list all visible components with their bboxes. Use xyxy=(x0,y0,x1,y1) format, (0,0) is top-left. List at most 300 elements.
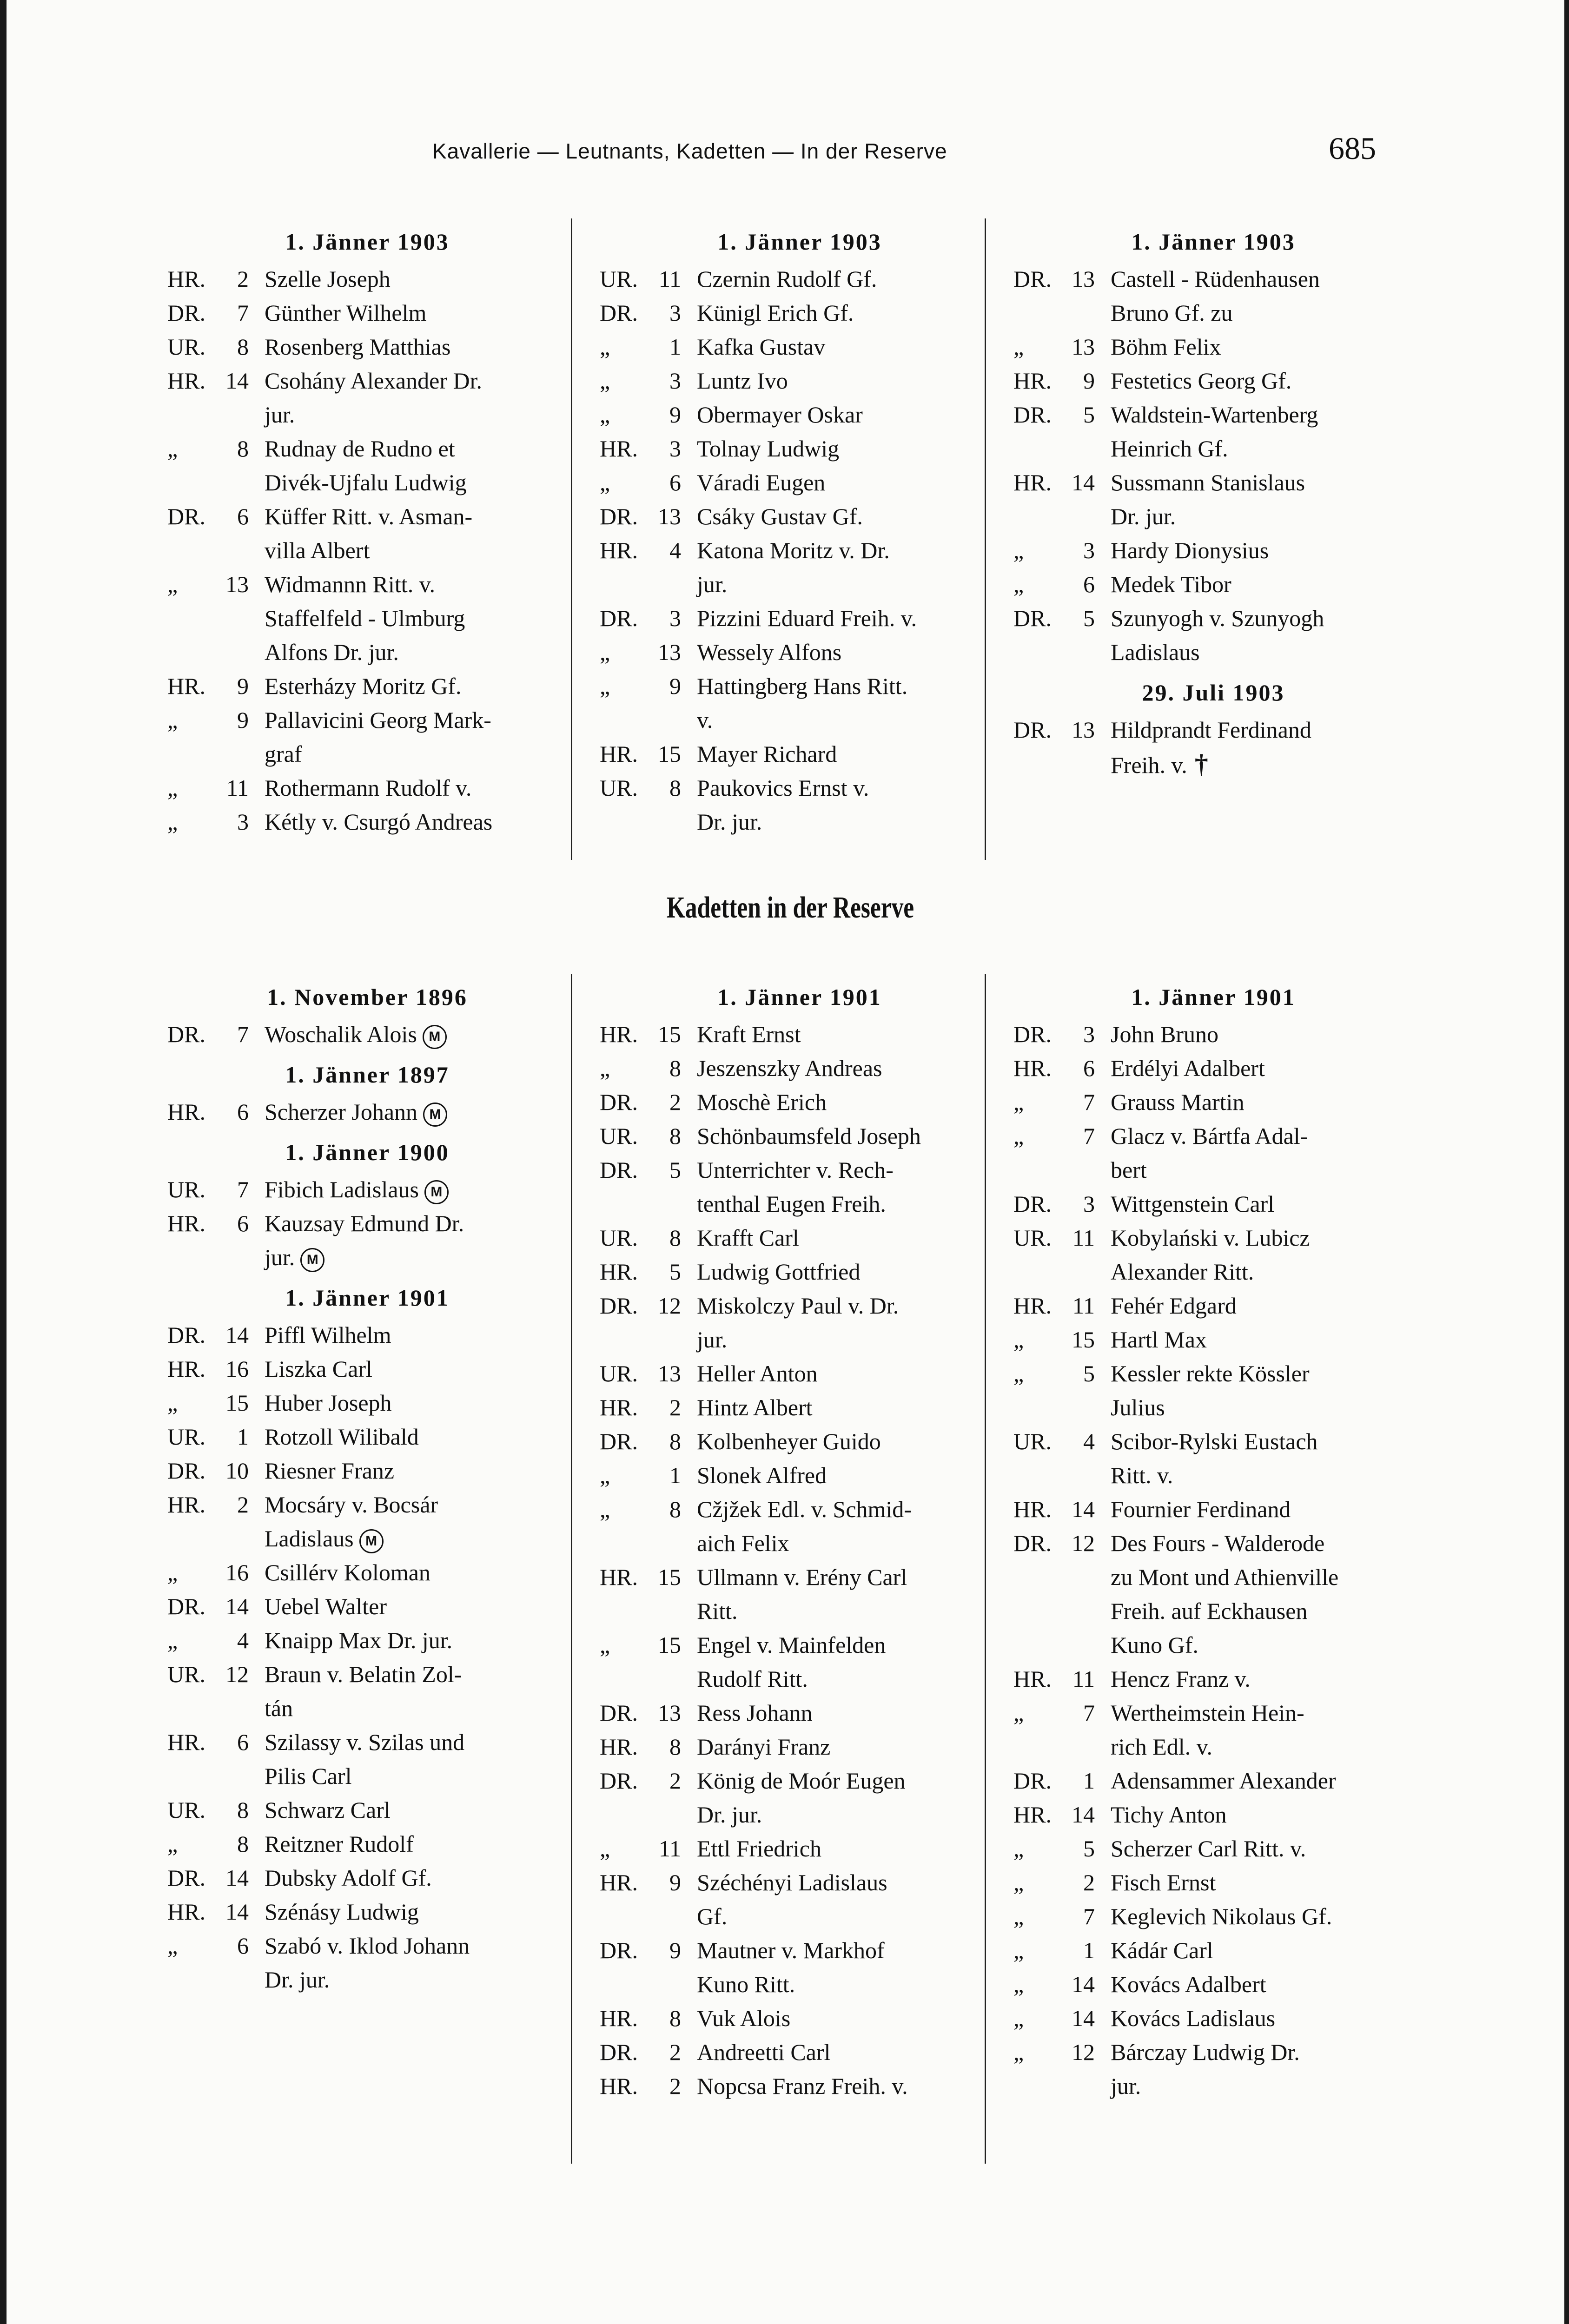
regiment-type: „ xyxy=(167,775,178,801)
roster-entry xyxy=(167,1318,567,1352)
name-line: Günther Wilhelm xyxy=(265,300,427,326)
regiment-number: 3 xyxy=(1083,537,1095,563)
regiment-number: 14 xyxy=(225,1865,249,1891)
name-line: Slonek Alfred xyxy=(697,1462,827,1488)
regiment-number: 8 xyxy=(669,1496,681,1522)
regiment-type: HR. xyxy=(600,2005,638,2031)
regiment-number: 7 xyxy=(1083,1903,1095,1929)
officer-name xyxy=(265,1725,567,1793)
regiment-number: 16 xyxy=(225,1356,249,1382)
name-line: Ettl Friedrich xyxy=(697,1835,821,1862)
regiment-type: DR. xyxy=(1013,266,1052,292)
roster-entry xyxy=(600,635,1000,669)
regiment-number: 2 xyxy=(669,1768,681,1794)
officer-name xyxy=(1111,713,1413,782)
roster-entry xyxy=(1013,1662,1413,1696)
regiment-number: 13 xyxy=(1072,266,1095,292)
regiment-number: 12 xyxy=(225,1661,249,1687)
name-line: Künigl Erich Gf. xyxy=(697,300,854,326)
regiment-number: 4 xyxy=(1083,1428,1095,1454)
roster-entry xyxy=(1013,713,1413,782)
name-line: Alexander Ritt. xyxy=(1111,1259,1254,1285)
roster-entry xyxy=(1013,1526,1413,1662)
roster-entry xyxy=(1013,1900,1413,1934)
name-line: Freih. auf Eckhausen xyxy=(1111,1598,1308,1624)
name-line: Fibich Ladislaus xyxy=(265,1176,419,1202)
name-line: zu Mont und Athienville xyxy=(1111,1564,1339,1590)
officer-name xyxy=(697,771,1000,839)
name-line: Reitzner Rudolf xyxy=(265,1831,414,1857)
name-line-with-mark xyxy=(265,1241,567,1274)
officer-name xyxy=(697,1085,1000,1119)
officer-name xyxy=(265,1624,567,1657)
roster-entry xyxy=(1013,330,1413,364)
medal-mark-icon: M xyxy=(423,1025,447,1049)
regiment-type: UR. xyxy=(1013,1428,1052,1454)
regiment-number: 14 xyxy=(225,1899,249,1925)
officer-name xyxy=(1111,262,1413,330)
name-line: Piffl Wilhelm xyxy=(265,1322,391,1348)
regiment-type: „ xyxy=(167,809,178,835)
officer-name xyxy=(1111,1934,1413,1967)
regiment-type: HR. xyxy=(167,1899,205,1925)
roster-entry xyxy=(600,1425,1000,1459)
regiment-number: 4 xyxy=(237,1627,249,1653)
regiment-number: 13 xyxy=(1072,334,1095,360)
officer-name xyxy=(697,1119,1000,1153)
regiment-number: 15 xyxy=(658,1632,681,1658)
name-line: Kovács Adalbert xyxy=(1111,1971,1266,1997)
regiment-number: 5 xyxy=(1083,605,1095,631)
name-line: Unterrichter v. Rech- xyxy=(697,1157,894,1183)
name-line-with-mark xyxy=(265,1522,567,1556)
regiment-type: UR. xyxy=(167,1797,205,1823)
regiment-type: HR. xyxy=(600,1259,638,1285)
name-line: Vuk Alois xyxy=(697,2005,791,2031)
regiment-type: HR. xyxy=(600,2073,638,2099)
roster-entry xyxy=(600,398,1000,432)
roster-entry xyxy=(600,2069,1000,2103)
officer-name xyxy=(1111,1357,1413,1425)
roster-entry xyxy=(600,1628,1000,1696)
roster-entry xyxy=(600,296,1000,330)
roster-entry xyxy=(600,1764,1000,1832)
regiment-number: 6 xyxy=(1083,1055,1095,1081)
officer-name xyxy=(265,262,567,296)
name-line: Alfons Dr. jur. xyxy=(265,639,399,665)
roster-entry xyxy=(600,1866,1000,1934)
page-number: 685 xyxy=(1329,131,1376,166)
name-line: Mayer Richard xyxy=(697,741,837,767)
roster-entry xyxy=(600,1832,1000,1866)
regiment-type: DR. xyxy=(600,1937,638,1963)
regiment-number: 9 xyxy=(237,707,249,733)
regiment-number: 8 xyxy=(669,1055,681,1081)
regiment-type: UR. xyxy=(167,1661,205,1687)
roster-entry xyxy=(1013,1051,1413,1085)
regiment-type: UR. xyxy=(600,1225,638,1251)
officer-name xyxy=(1111,1866,1413,1900)
regiment-type: DR. xyxy=(600,1293,638,1319)
officer-name xyxy=(697,1832,1000,1866)
name-line: jur. xyxy=(697,1327,728,1353)
name-line: Festetics Georg Gf. xyxy=(1111,368,1292,394)
officer-name xyxy=(1111,1832,1413,1866)
regiment-number: 11 xyxy=(658,1835,681,1862)
roster-entry xyxy=(600,1492,1000,1560)
regiment-number: 9 xyxy=(669,673,681,699)
regiment-number: 3 xyxy=(669,605,681,631)
kadetten-section xyxy=(158,974,1478,2164)
regiment-type: „ xyxy=(167,1559,178,1585)
name-line: Wittgenstein Carl xyxy=(1111,1191,1275,1217)
regiment-number: 1 xyxy=(669,1462,681,1488)
roster-entry xyxy=(167,364,567,432)
name-line: Fehér Edgard xyxy=(1111,1293,1237,1319)
name-line: Bárczay Ludwig Dr. xyxy=(1111,2039,1300,2065)
regiment-number: 7 xyxy=(237,300,249,326)
officer-name xyxy=(1111,1798,1413,1832)
date-heading: 1. November 1896 xyxy=(267,984,468,1010)
name-line: Divék-Ujfalu Ludwig xyxy=(265,469,467,495)
date-heading: 1. Jänner 1897 xyxy=(285,1062,450,1088)
officer-name xyxy=(1111,1662,1413,1696)
officer-name xyxy=(697,737,1000,771)
date-heading: 1. Jänner 1901 xyxy=(1131,984,1296,1010)
name-line: Dubsky Adolf Gf. xyxy=(265,1865,432,1891)
officer-name xyxy=(697,1934,1000,2001)
name-line: Dr. jur. xyxy=(697,1802,762,1828)
regiment-number: 1 xyxy=(237,1424,249,1450)
officer-name xyxy=(265,568,567,669)
name-line: Wertheimstein Hein- xyxy=(1111,1700,1304,1726)
name-line: Hildprandt Ferdinand xyxy=(1111,717,1311,743)
name-line: Rudnay de Rudno et xyxy=(265,436,455,462)
officer-name xyxy=(1111,1221,1413,1289)
regiment-type: DR. xyxy=(167,300,205,326)
officer-name xyxy=(265,1318,567,1352)
regiment-number: 8 xyxy=(669,1225,681,1251)
roster-entry xyxy=(1013,2001,1413,2035)
regiment-number: 2 xyxy=(669,2039,681,2065)
name-line: Dr. jur. xyxy=(697,809,762,835)
officer-name xyxy=(697,1730,1000,1764)
officer-name xyxy=(697,1696,1000,1730)
regiment-type: DR. xyxy=(1013,1021,1052,1047)
roster-entry xyxy=(1013,1289,1413,1323)
roster-entry xyxy=(600,466,1000,500)
column xyxy=(600,974,1000,2164)
officer-name xyxy=(697,1153,1000,1221)
regiment-number: 15 xyxy=(225,1390,249,1416)
roster-entry xyxy=(1013,1764,1413,1798)
regiment-number: 6 xyxy=(1083,571,1095,597)
officer-name xyxy=(265,432,567,500)
regiment-number: 8 xyxy=(237,436,249,462)
roster-entry xyxy=(600,364,1000,398)
column xyxy=(1013,974,1413,2164)
officer-name xyxy=(1111,1764,1413,1798)
name-line: Scherzer Johann xyxy=(265,1099,418,1125)
officer-name xyxy=(697,500,1000,534)
name-line: Kessler rekte Kössler xyxy=(1111,1360,1310,1386)
name-line: Kuno Gf. xyxy=(1111,1632,1198,1658)
officer-name xyxy=(265,1861,567,1895)
officer-name xyxy=(265,500,567,568)
name-line: Széchényi Ladislaus xyxy=(697,1869,887,1895)
date-heading: 1. Jänner 1903 xyxy=(1131,229,1296,255)
name-line-with-mark xyxy=(265,1095,567,1129)
name-line: villa Albert xyxy=(265,537,370,563)
roster-entry xyxy=(167,432,567,500)
regiment-number: 13 xyxy=(1072,717,1095,743)
regiment-type: HR. xyxy=(167,1099,205,1125)
name-line: Kádár Carl xyxy=(1111,1937,1213,1963)
officer-name xyxy=(265,703,567,771)
officer-name xyxy=(265,1352,567,1386)
regiment-type: DR. xyxy=(167,1322,205,1348)
regiment-number: 13 xyxy=(225,571,249,597)
regiment-number: 7 xyxy=(237,1021,249,1047)
roster-entry xyxy=(600,1696,1000,1730)
name-line: Des Fours - Walderode xyxy=(1111,1530,1325,1556)
column xyxy=(1013,218,1413,860)
officer-name xyxy=(697,1289,1000,1357)
regiment-number: 6 xyxy=(669,469,681,495)
name-line: Kétly v. Csurgó Andreas xyxy=(265,809,493,835)
roster-entry xyxy=(167,1386,567,1420)
officer-name xyxy=(265,1590,567,1624)
regiment-type: HR. xyxy=(167,266,205,292)
name-line: Riesner Franz xyxy=(265,1458,395,1484)
roster-entry xyxy=(600,1221,1000,1255)
name-line: Waldstein-Wartenberg xyxy=(1111,402,1318,428)
name-line: Heinrich Gf. xyxy=(1111,436,1228,462)
name-line: v. xyxy=(697,707,713,733)
name-line: Szilassy v. Szilas und xyxy=(265,1729,465,1755)
regiment-type: „ xyxy=(167,1831,178,1857)
regiment-type: HR. xyxy=(600,1021,638,1047)
regiment-type: HR. xyxy=(1013,1293,1052,1319)
name-line: Kobylański v. Lubicz xyxy=(1111,1225,1310,1251)
roster-entry xyxy=(1013,568,1413,601)
name-line: König de Moór Eugen xyxy=(697,1768,906,1794)
regiment-number: 14 xyxy=(1072,1802,1095,1828)
name-line: Kauzsay Edmund Dr. xyxy=(265,1210,464,1236)
roster-entry xyxy=(600,432,1000,466)
name-line: Huber Joseph xyxy=(265,1390,392,1416)
name-line: Czernin Rudolf Gf. xyxy=(697,266,877,292)
regiment-type: DR. xyxy=(600,503,638,529)
officer-name xyxy=(697,1492,1000,1560)
name-line: Engel v. Mainfelden xyxy=(697,1632,886,1658)
officer-name xyxy=(265,330,567,364)
name-line: Esterházy Moritz Gf. xyxy=(265,673,462,699)
roster-entry xyxy=(167,1454,567,1488)
regiment-number: 14 xyxy=(225,1593,249,1619)
roster-entry xyxy=(600,1934,1000,2001)
regiment-number: 2 xyxy=(237,1492,249,1518)
name-line: Nopcsa Franz Freih. v. xyxy=(697,2073,908,2099)
regiment-number: 3 xyxy=(669,436,681,462)
roster-entry xyxy=(1013,1967,1413,2001)
officer-name xyxy=(1111,1967,1413,2001)
roster-entry xyxy=(1013,1934,1413,1967)
regiment-number: 8 xyxy=(237,334,249,360)
roster-entry xyxy=(600,2035,1000,2069)
officer-name xyxy=(697,398,1000,432)
deceased-cross-icon: † xyxy=(1194,749,1208,779)
name-line: aich Felix xyxy=(697,1530,789,1556)
regiment-type: DR. xyxy=(1013,717,1052,743)
name-line: Ritt. xyxy=(697,1598,738,1624)
name-line: Darányi Franz xyxy=(697,1734,831,1760)
officer-name xyxy=(697,1628,1000,1696)
officer-name xyxy=(697,534,1000,601)
name-line: Szénásy Ludwig xyxy=(265,1899,419,1925)
officer-name xyxy=(1111,1900,1413,1934)
regiment-type: DR. xyxy=(600,1428,638,1454)
roster-entry xyxy=(600,500,1000,534)
officer-name xyxy=(1111,1085,1413,1119)
regiment-number: 5 xyxy=(669,1259,681,1285)
regiment-number: 8 xyxy=(669,1123,681,1149)
officer-name xyxy=(265,1017,567,1051)
roster-entry xyxy=(1013,1221,1413,1289)
roster-entry xyxy=(600,330,1000,364)
name-line: Andreetti Carl xyxy=(697,2039,831,2065)
name-line: Braun v. Belatin Zol- xyxy=(265,1661,462,1687)
regiment-type: HR. xyxy=(600,1394,638,1420)
column xyxy=(167,218,567,860)
roster-entry xyxy=(1013,1832,1413,1866)
roster-entry xyxy=(1013,466,1413,534)
regiment-number: 11 xyxy=(1072,1666,1095,1692)
officer-name xyxy=(697,364,1000,398)
regiment-number: 2 xyxy=(1083,1869,1095,1895)
regiment-number: 7 xyxy=(1083,1700,1095,1726)
roster-entry xyxy=(600,534,1000,601)
regiment-type: „ xyxy=(1013,2039,1024,2065)
name-line: Pallavicini Georg Mark- xyxy=(265,707,491,733)
regiment-number: 14 xyxy=(1072,2005,1095,2031)
roster-entry xyxy=(167,1556,567,1590)
name-line: jur. xyxy=(1111,2073,1141,2099)
regiment-type: DR. xyxy=(600,1089,638,1115)
name-line: Jeszenszky Andreas xyxy=(697,1055,882,1081)
roster-entry xyxy=(600,262,1000,296)
regiment-type: DR. xyxy=(1013,1768,1052,1794)
officer-name xyxy=(697,2001,1000,2035)
name-line: Miskolczy Paul v. Dr. xyxy=(697,1293,899,1319)
name-line: Ludwig Gottfried xyxy=(697,1259,861,1285)
name-line: Ress Johann xyxy=(697,1700,813,1726)
regiment-number: 8 xyxy=(669,2005,681,2031)
regiment-number: 5 xyxy=(1083,402,1095,428)
name-line: Ullmann v. Erény Carl xyxy=(697,1564,907,1590)
regiment-number: 13 xyxy=(658,503,681,529)
officer-name xyxy=(1111,330,1413,364)
regiment-number: 1 xyxy=(1083,1937,1095,1963)
officer-name xyxy=(1111,1017,1413,1051)
name-line: Küffer Ritt. v. Asman- xyxy=(265,503,473,529)
name-line: Julius xyxy=(1111,1394,1165,1420)
regiment-type: HR. xyxy=(1013,368,1052,394)
regiment-type: DR. xyxy=(167,1865,205,1891)
name-line: Liszka Carl xyxy=(265,1356,372,1382)
regiment-type: „ xyxy=(600,1496,610,1522)
name-line: Scibor-Rylski Eustach xyxy=(1111,1428,1318,1454)
roster-entry xyxy=(1013,262,1413,330)
officer-name xyxy=(1111,1289,1413,1323)
regiment-number: 14 xyxy=(225,368,249,394)
roster-entry xyxy=(600,1459,1000,1492)
roster-entry xyxy=(600,1289,1000,1357)
officer-name xyxy=(1111,1526,1413,1662)
name-line: Luntz Ivo xyxy=(697,368,788,394)
name-line: Rudolf Ritt. xyxy=(697,1666,808,1692)
regiment-number: 7 xyxy=(1083,1089,1095,1115)
roster-entry xyxy=(1013,1866,1413,1900)
regiment-number: 6 xyxy=(237,1933,249,1959)
name-line: Gf. xyxy=(697,1903,728,1929)
name-line: Medek Tibor xyxy=(1111,571,1231,597)
name-line: Szunyogh v. Szunyogh xyxy=(1111,605,1324,631)
name-line: Hardy Dionysius xyxy=(1111,537,1269,563)
regiment-type: HR. xyxy=(1013,469,1052,495)
regiment-type: DR. xyxy=(1013,605,1052,631)
page-header xyxy=(418,130,1376,177)
roster-entry xyxy=(1013,1798,1413,1832)
name-line: Rotzoll Wilibald xyxy=(265,1424,419,1450)
name-line: Mocsáry v. Bocsár xyxy=(265,1492,438,1518)
regiment-type: HR. xyxy=(167,1210,205,1236)
name-line: tán xyxy=(265,1695,293,1721)
roster-entry xyxy=(600,601,1000,635)
officer-name xyxy=(1111,1187,1413,1221)
name-line: Tichy Anton xyxy=(1111,1802,1227,1828)
medal-mark-icon: M xyxy=(424,1180,449,1204)
regiment-type: HR. xyxy=(167,1356,205,1382)
roster-entry xyxy=(1013,1323,1413,1357)
roster-entry xyxy=(167,1488,567,1556)
roster-entry xyxy=(167,1895,567,1929)
regiment-number: 8 xyxy=(669,775,681,801)
officer-name xyxy=(1111,466,1413,534)
regiment-number: 2 xyxy=(669,2073,681,2099)
regiment-type: HR. xyxy=(600,1564,638,1590)
regiment-type: „ xyxy=(600,368,610,394)
regiment-number: 3 xyxy=(1083,1021,1095,1047)
roster-entry xyxy=(1013,601,1413,669)
regiment-type: „ xyxy=(1013,537,1024,563)
name-line: jur. xyxy=(265,1244,295,1270)
regiment-number: 15 xyxy=(1072,1327,1095,1353)
name-line: Wessely Alfons xyxy=(697,639,842,665)
roster-entry xyxy=(167,1352,567,1386)
regiment-type: DR. xyxy=(167,1593,205,1619)
regiment-type: HR. xyxy=(167,1729,205,1755)
regiment-type: „ xyxy=(600,334,610,360)
regiment-number: 14 xyxy=(1072,469,1095,495)
officer-name xyxy=(697,1255,1000,1289)
regiment-number: 5 xyxy=(1083,1360,1095,1386)
name-line: Fisch Ernst xyxy=(1111,1869,1216,1895)
officer-name xyxy=(265,1207,567,1274)
roster-entry xyxy=(1013,1187,1413,1221)
regiment-number: 6 xyxy=(237,503,249,529)
officer-name xyxy=(265,1793,567,1827)
